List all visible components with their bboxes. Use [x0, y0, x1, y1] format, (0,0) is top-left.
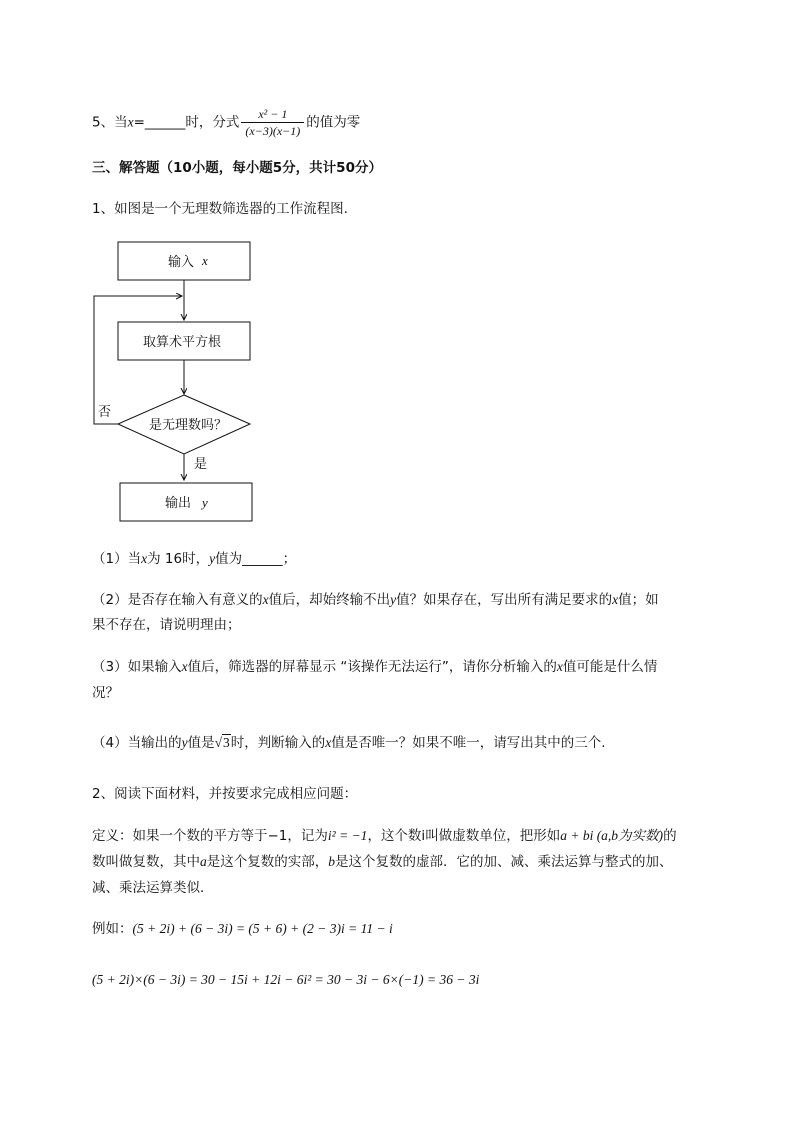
p2-example-1 — [92, 919, 393, 939]
problem-2-intro: 2、阅读下面材料，并按要求完成相应问题： — [92, 786, 358, 802]
problem-1-intro: 1、如图是一个无理数筛选器的工作流程图. — [92, 201, 348, 217]
example-1-formula: (5 + 2i) + (6 − 3i) = (5 + 6) + (2 − 3)i = 11 − i — [132, 921, 393, 936]
q2-text-a: （2）是否存在输入有意义的 — [92, 592, 263, 608]
q5-numerator: x² − 1 — [241, 106, 304, 123]
q4-sqrt-radicand: 3 — [223, 735, 230, 750]
def2-var-a: a — [200, 854, 207, 869]
def2-text-a: 数叫做复数，其中 — [92, 854, 200, 870]
def-text-c: 的 — [663, 828, 677, 844]
q3-text-a: （3）如果输入 — [92, 659, 182, 675]
flow-no-label: 否 — [98, 405, 112, 420]
q2-var-x2: x — [612, 592, 619, 607]
def-text-b: ，这个数i叫做虚数单位，把形如 — [367, 828, 561, 844]
q1-var-y: y — [209, 551, 216, 566]
q2-text-d: 值；如 — [618, 592, 659, 608]
p2-definition-line3: 减、乘法运算类似． — [92, 880, 214, 896]
q1-text-a: （1）当 — [92, 551, 142, 567]
p1-question-2-line2: 果不存在，请说明理由； — [92, 617, 241, 633]
q1-text-c: 值为______； — [215, 551, 297, 567]
p2-definition-line1 — [92, 826, 677, 846]
q5-blank: ______ — [144, 114, 186, 131]
q2-var-x1: x — [262, 592, 269, 607]
p1-question-4 — [92, 733, 606, 753]
section-3-title: 三、解答题（10小题，每小题5分，共计50分） — [92, 160, 382, 176]
def2-text-c: 是这个复数的虚部．它的加、减、乘法运算与整式的加、 — [335, 854, 673, 870]
q3-var-x2: x — [556, 659, 563, 674]
def2-var-b: b — [328, 854, 335, 869]
flow-output-var: y — [202, 495, 208, 510]
flow-process-label: 取算术平方根 — [143, 335, 222, 350]
example-label: 例如： — [92, 921, 133, 937]
question-5 — [92, 106, 360, 139]
p2-definition-line2 — [92, 852, 673, 872]
flow-input-label: 输入 — [168, 255, 195, 270]
def-i-squared: i² = −1 — [327, 828, 368, 843]
q4-text-b: 值是 — [187, 735, 215, 751]
def-complex-form: a + bi (a,b为实数) — [560, 828, 664, 843]
q4-var-y: y — [181, 735, 188, 750]
q5-var-x: x — [127, 114, 134, 130]
q5-denominator: (x−3)(x−1) — [245, 124, 301, 138]
q4-text-c: 时，判断输入的 — [230, 735, 326, 751]
q2-text-c: 值？如果存在，写出所有满足要求的 — [396, 592, 613, 608]
q4-var-x: x — [325, 735, 332, 750]
def2-text-b: 是这个复数的实部， — [206, 854, 329, 870]
flow-yes-label: 是 — [194, 457, 208, 472]
q1-var-x: x — [141, 551, 148, 566]
q2-var-y: y — [390, 592, 397, 607]
q4-text-d: 值是否唯一？如果不唯一，请写出其中的三个. — [331, 735, 606, 751]
q4-sqrt: √3 — [214, 735, 230, 750]
def-text-a: 定义：如果一个数的平方等于−1，记为 — [92, 828, 328, 844]
q1-text-b: 为 16时， — [147, 551, 210, 567]
q5-mid: 时，分式 — [185, 114, 240, 131]
flow-output-label: 输出 — [165, 496, 192, 511]
q3-text-b: 值后，筛选器的屏幕显示 “该操作无法运行”，请你分析输入的 — [187, 659, 557, 675]
p1-question-3-line2: 况？ — [92, 685, 119, 701]
q5-prefix: 5、当 — [92, 114, 128, 131]
p1-question-1 — [92, 549, 296, 569]
flowchart — [88, 236, 288, 526]
q5-suffix: 的值为零 — [306, 114, 361, 131]
q5-fraction — [241, 106, 304, 139]
q2-text-b: 值后，却始终输不出 — [268, 592, 391, 608]
q3-text-c: 值可能是什么情 — [562, 659, 658, 675]
q5-eq: = — [133, 114, 145, 131]
q3-var-x1: x — [181, 659, 188, 674]
q4-text-a: （4）当输出的 — [92, 735, 182, 751]
p1-question-2-line1 — [92, 590, 659, 610]
p1-question-3-line1 — [92, 657, 657, 677]
p2-example-2: (5 + 2i)×(6 − 3i) = 30 − 15i + 12i − 6i² = 30 − 3i − 6×(−1) = 36 − 3i — [92, 972, 480, 987]
flow-decision-label: 是无理数吗？ — [149, 418, 228, 433]
flow-input-var: x — [202, 253, 208, 268]
